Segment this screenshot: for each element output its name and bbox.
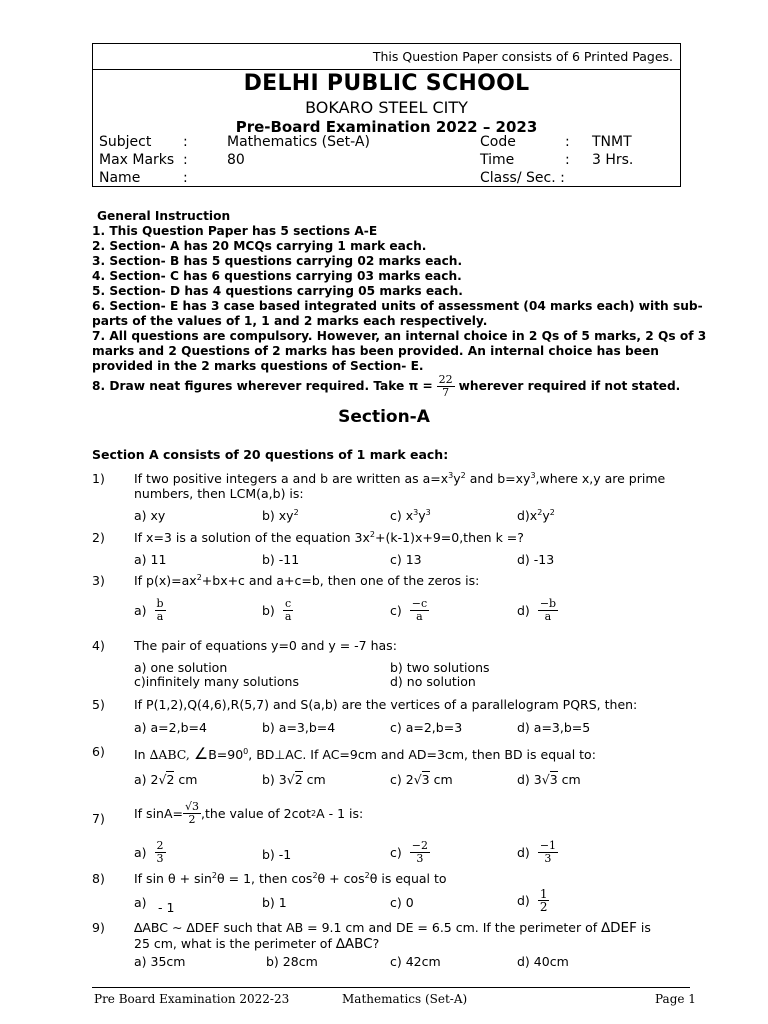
- fraction: [410, 840, 430, 865]
- q-text: θ = 1, then cos: [217, 871, 313, 886]
- fraction-numerator: c: [285, 597, 292, 610]
- fraction: [283, 598, 294, 623]
- question-9-text-line2: [134, 936, 379, 952]
- option-d: d) a=3,b=5: [517, 720, 591, 735]
- instruction-line: 1. This Question Paper has 5 sections A-E: [92, 224, 378, 238]
- footer-rule: [92, 987, 690, 988]
- exponent: 3: [530, 471, 536, 480]
- option-a: [134, 840, 166, 865]
- opt-text: d): [517, 893, 530, 908]
- option-c: [390, 508, 431, 523]
- option-d: [517, 888, 549, 913]
- fraction-numerator: 1: [539, 887, 548, 901]
- opt-text: c): [390, 603, 402, 618]
- exponent: 2: [312, 871, 318, 880]
- section-intro: Section A consists of 20 questions of 1 mark each:: [92, 447, 449, 462]
- option-a-value: - 1: [158, 900, 175, 915]
- colon: :: [183, 152, 188, 168]
- pi-fraction: [437, 374, 455, 399]
- fraction: [183, 801, 201, 826]
- opt-text: b): [262, 603, 275, 618]
- opt-text: d)x: [517, 508, 538, 523]
- opt-text: c): [390, 845, 402, 860]
- fraction-denominator: a: [544, 610, 552, 623]
- colon: :: [183, 134, 188, 150]
- opt-text: y: [418, 508, 426, 523]
- q-text: If sinA=: [134, 806, 183, 821]
- fraction: [538, 598, 558, 623]
- opt-text: a): [134, 845, 147, 860]
- instruction-line: marks and 2 Questions of 2 marks has been provided. An internal choice has been: [92, 344, 659, 358]
- option-a: a) a=2,b=4: [134, 720, 207, 735]
- opt-text: a): [134, 603, 147, 618]
- radicand: 3: [549, 772, 558, 787]
- option-d: d) 3√3 cm: [517, 772, 581, 787]
- q-text: If two positive integers a and b are written as a=x: [134, 471, 449, 486]
- radicand: 2: [294, 772, 303, 787]
- exponent: 3: [425, 508, 431, 517]
- q-text: y: [453, 471, 461, 486]
- question-number: 5): [92, 697, 105, 712]
- instruction-line: 6. Section- E has 3 case based integrated units of assessment (04 marks each) with sub-: [92, 299, 703, 313]
- fraction-numerator: −1: [539, 839, 557, 852]
- opt-text: d): [517, 845, 530, 860]
- opt-text: d): [517, 603, 530, 618]
- fraction-denominator: 7: [442, 386, 450, 399]
- q-text: If x=3 is a solution of the equation 3x: [134, 530, 370, 545]
- opt-text: y: [542, 508, 550, 523]
- code-label: Code: [480, 134, 516, 150]
- q-text: ?: [372, 936, 380, 951]
- fraction: [410, 598, 429, 623]
- question-5-text: If P(1,2),Q(4,6),R(5,7) and S(a,b) are the vertices of a parallelogram PQRS, then:: [134, 697, 638, 712]
- opt-text: b) xy: [262, 508, 294, 523]
- school-name: DELHI PUBLIC SCHOOL: [243, 71, 530, 96]
- exam-title: Pre-Board Examination 2022 – 2023: [235, 118, 538, 136]
- fraction-numerator: −b: [539, 597, 557, 610]
- option-c: [390, 598, 429, 623]
- exponent: 2: [369, 530, 376, 539]
- q-text: +bx+c and a+c=b, then one of the zeros is:: [201, 573, 480, 588]
- question-1-text: [134, 471, 665, 486]
- colon: :: [565, 134, 570, 150]
- unit: cm: [306, 772, 326, 787]
- angle-symbol: ∠: [193, 744, 209, 763]
- fraction-numerator: −c: [411, 597, 428, 610]
- option-b: b) 28cm: [266, 954, 318, 969]
- q-text: and b=xy: [465, 471, 531, 486]
- fraction-numerator: b: [156, 597, 164, 610]
- pages-note: This Question Paper consists of 6 Printed Pages.: [372, 49, 673, 64]
- option-a: a) 35cm: [134, 954, 186, 969]
- question-2-text: [134, 530, 524, 545]
- q-text: , BD: [248, 747, 275, 762]
- marks-label: Max Marks: [99, 152, 175, 168]
- triangle-def: ∆DEF: [601, 920, 637, 936]
- school-city: BOKARO STEEL CITY: [305, 98, 468, 117]
- option-b: b) 3√2 cm: [262, 772, 326, 787]
- fraction-numerator: √3: [185, 800, 200, 813]
- fraction-denominator: a: [284, 610, 292, 623]
- fraction: [538, 888, 550, 913]
- time-label: Time: [480, 152, 515, 168]
- q-text: θ + cos: [317, 871, 365, 886]
- fraction-denominator: 3: [416, 852, 424, 865]
- option-b: [262, 598, 293, 623]
- instruction-line: parts of the values of 1, 1 and 2 marks each respectively.: [92, 314, 488, 328]
- time-value: 3 Hrs.: [592, 152, 634, 168]
- question-number: 3): [92, 573, 105, 588]
- fraction: [155, 598, 166, 623]
- exponent: 0: [243, 747, 249, 756]
- colon: :: [183, 170, 188, 186]
- instruction-line: 5. Section- D has 4 questions carrying 05 marks each.: [92, 284, 463, 298]
- exponent: 2: [196, 573, 202, 582]
- page-number: Page 1: [655, 992, 696, 1006]
- instructions-title: General Instruction: [97, 209, 231, 223]
- instruction-line: provided in the 2 marks questions of Section- E.: [92, 359, 424, 373]
- question-4-text: The pair of equations y=0 and y = -7 has:: [134, 638, 397, 653]
- fraction: [538, 840, 558, 865]
- option-c: c)infinitely many solutions: [134, 674, 299, 689]
- option-c: c) 42cm: [390, 954, 441, 969]
- option-b: [262, 508, 299, 523]
- option-c: c) 2√3 cm: [390, 772, 453, 787]
- instruction-line-8: [92, 374, 680, 399]
- question-3-text: [134, 573, 479, 588]
- exponent: 2: [549, 508, 555, 517]
- exponent: 2: [293, 508, 299, 517]
- question-number: 9): [92, 920, 105, 935]
- unit: cm: [561, 772, 581, 787]
- fraction-denominator: 3: [156, 852, 164, 865]
- section-title: Section-A: [338, 407, 430, 427]
- name-label: Name: [99, 170, 141, 186]
- fraction-numerator: 2: [156, 839, 164, 852]
- exponent: 2: [364, 871, 370, 880]
- option-d: d) -13: [517, 552, 555, 567]
- option-a: a) one solution: [134, 660, 228, 675]
- perpendicular-symbol: ⊥: [274, 747, 286, 762]
- q-text: is: [640, 920, 651, 935]
- question-7-text: If sinA= $\frac{√3}{2}$ ,the value of 2cot 2 A - 1 is:: [134, 800, 364, 826]
- instruction-line: 7. All questions are compulsory. However, an internal choice in 2 Qs of 5 marks, 2 Qs of 3: [92, 329, 707, 343]
- opt-text: c) 2: [390, 772, 414, 787]
- triangle-abc: ∆ABC,: [149, 747, 190, 762]
- question-number: 2): [92, 530, 105, 545]
- instruction-line: 3. Section- B has 5 questions carrying 02 marks each.: [92, 254, 463, 268]
- q-text: If sin θ + sin: [134, 871, 212, 886]
- class-label: Class/ Sec. :: [480, 170, 565, 186]
- option-d: [517, 508, 555, 523]
- fraction-numerator: −2: [411, 839, 428, 852]
- option-d: d) 40cm: [517, 954, 569, 969]
- question-9-text: [134, 920, 690, 936]
- exponent: 2: [211, 871, 218, 880]
- code-value: TNMT: [592, 134, 632, 150]
- fraction-denominator: 2: [188, 813, 196, 826]
- exponent: 3: [448, 471, 454, 480]
- question-6-text: [134, 744, 596, 763]
- header-box: [92, 43, 681, 187]
- instruction-8-tail: wherever required if not stated.: [458, 379, 681, 393]
- q-text: ,where x,y are prime: [535, 471, 666, 486]
- unit: cm: [178, 772, 198, 787]
- subject-label: Subject: [99, 134, 152, 150]
- option-b: b) 1: [262, 895, 287, 910]
- q-text: θ is equal to: [369, 871, 447, 886]
- instruction-line: 4. Section- C has 6 questions carrying 03 marks each.: [92, 269, 462, 283]
- fraction-denominator: a: [156, 610, 164, 623]
- opt-text: a) 2: [134, 772, 159, 787]
- instruction-8-text: 8. Draw neat figures wherever required. Take π =: [92, 379, 433, 393]
- marks-value: 80: [227, 152, 245, 168]
- q-text: B=90: [208, 747, 244, 762]
- subject-value: Mathematics (Set-A): [227, 134, 370, 150]
- option-a: a) 2√2 cm: [134, 772, 198, 787]
- question-number: 1): [92, 471, 105, 486]
- footer-subject: Mathematics (Set-A): [342, 992, 468, 1006]
- option-c: [390, 840, 430, 865]
- instruction-line: 2. Section- A has 20 MCQs carrying 1 mark each.: [92, 239, 427, 253]
- radicand: 2: [166, 772, 175, 787]
- option-c: c) 13: [390, 552, 422, 567]
- fraction-numerator: 22: [438, 373, 453, 386]
- q-text: AC. If AC=9cm and AD=3cm, then BD is equal to:: [285, 747, 596, 762]
- option-c: c) a=2,b=3: [390, 720, 463, 735]
- option-b: b) -11: [262, 552, 300, 567]
- opt-text: b) 3: [262, 772, 287, 787]
- option-b: b) a=3,b=4: [262, 720, 336, 735]
- option-d: [517, 598, 558, 623]
- unit: cm: [433, 772, 453, 787]
- fraction: [155, 840, 166, 865]
- q-text: If p(x)=ax: [134, 573, 197, 588]
- opt-text: d) 3: [517, 772, 542, 787]
- option-c: c) 0: [390, 895, 414, 910]
- q-text: In: [134, 747, 146, 762]
- option-b: b) -1: [262, 847, 292, 862]
- colon: :: [565, 152, 570, 168]
- fraction-denominator: 2: [539, 900, 548, 914]
- q-text: A - 1 is:: [316, 806, 364, 821]
- question-number: 8): [92, 871, 105, 886]
- option-a-label: a): [134, 895, 147, 910]
- option-b: b) two solutions: [390, 660, 490, 675]
- q-text: ∆ABC ∼ ∆DEF such that AB = 9.1 cm and DE = 6.5 cm. If the perimeter of: [134, 920, 598, 935]
- fraction-denominator: 3: [544, 852, 552, 865]
- exponent: 2: [460, 471, 466, 480]
- question-number: 7): [92, 811, 105, 826]
- header-top-strip: [93, 44, 680, 70]
- exponent: 3: [413, 508, 419, 517]
- question-number: 4): [92, 638, 105, 653]
- option-d: d) no solution: [390, 674, 476, 689]
- question-1-text-line2: numbers, then LCM(a,b) is:: [134, 486, 304, 501]
- option-a: a) 11: [134, 552, 167, 567]
- q-text: 25 cm, what is the perimeter of: [134, 936, 332, 951]
- footer-exam: Pre Board Examination 2022-23: [94, 992, 290, 1006]
- option-a: a) xy: [134, 508, 166, 523]
- q-text: ,the value of 2cot: [201, 806, 311, 821]
- option-a: [134, 598, 166, 623]
- question-number: 6): [92, 744, 105, 759]
- opt-text: c) x: [390, 508, 414, 523]
- question-8-text: [134, 871, 447, 886]
- exponent: 2: [537, 508, 543, 517]
- fraction-denominator: a: [416, 610, 423, 623]
- triangle-abc: ∆ABC: [335, 936, 373, 952]
- radicand: 3: [421, 772, 430, 787]
- q-text: +(k-1)x+9=0,then k =?: [375, 530, 524, 545]
- option-d: [517, 840, 558, 865]
